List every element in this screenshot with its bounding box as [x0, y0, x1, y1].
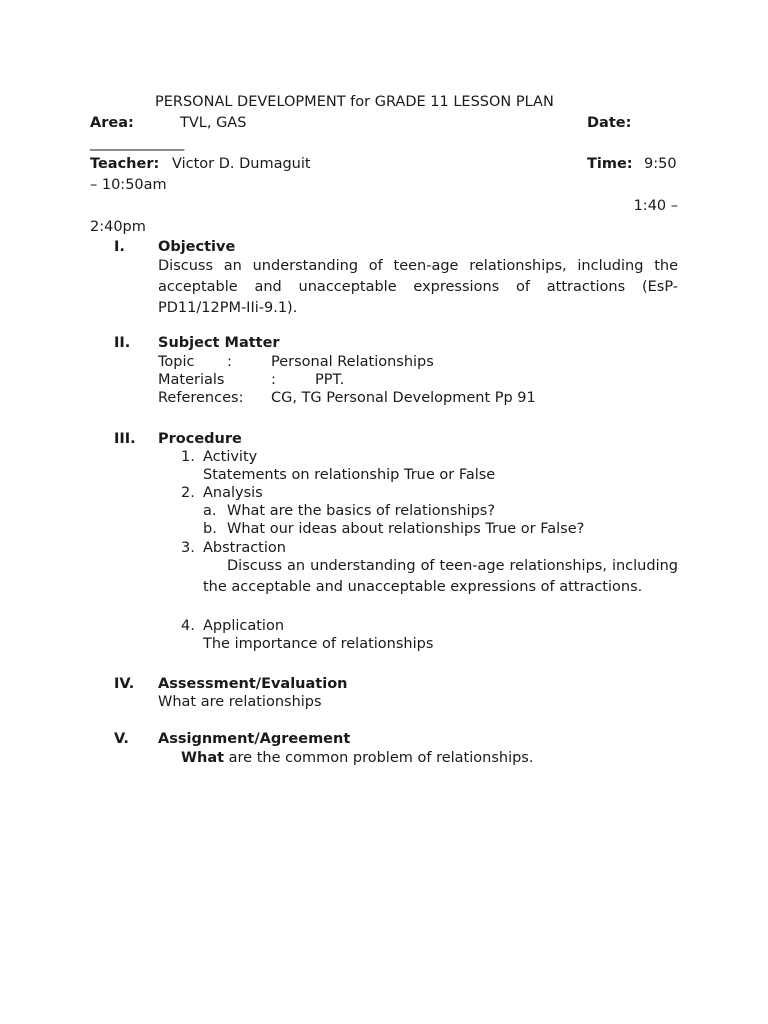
- step-activity-title: Activity: [203, 449, 258, 465]
- teacher-value: Victor D. Dumaguit: [172, 156, 311, 172]
- step-application-text: The importance of relationships: [203, 636, 434, 652]
- step-number: 2.: [181, 485, 195, 501]
- sub-item-letter: a.: [203, 503, 217, 519]
- materials-label: Materials: [158, 372, 225, 388]
- references-value: CG, TG Personal Development Pp 91: [271, 390, 536, 406]
- step-abstraction-title: Abstraction: [203, 540, 286, 556]
- section-numeral: I.: [114, 239, 125, 255]
- section-numeral: IV.: [114, 676, 135, 692]
- date-blank: _____________: [90, 135, 185, 151]
- page-title: PERSONAL DEVELOPMENT for GRADE 11 LESSON PLAN: [155, 94, 554, 110]
- assignment-text: [181, 748, 533, 768]
- subject-matter-heading: Subject Matter: [158, 335, 280, 351]
- step-application-title: Application: [203, 618, 285, 634]
- time-value-2-end: 2:40pm: [90, 219, 146, 235]
- date-label: Date:: [587, 115, 632, 131]
- analysis-item-b: What our ideas about relationships True or False?: [227, 521, 585, 537]
- sub-item-letter: b.: [203, 521, 217, 537]
- procedure-heading: Procedure: [158, 431, 242, 447]
- step-analysis-title: Analysis: [203, 485, 263, 501]
- assignment-rest: are the common problem of relationships.: [224, 750, 534, 766]
- references-label: References:: [158, 390, 244, 406]
- topic-value: Personal Relationships: [271, 354, 434, 370]
- step-abstraction-text: Discuss an understanding of teen-age relationships, including the acceptable and unacceptable expressions of attractions.: [203, 558, 678, 595]
- assignment-bold-word: What: [181, 750, 225, 766]
- teacher-label: Teacher:: [90, 156, 160, 172]
- assessment-heading: Assessment/Evaluation: [158, 676, 348, 692]
- area-value: TVL, GAS: [180, 115, 247, 131]
- step-activity-text: Statements on relationship True or False: [203, 467, 496, 483]
- section-numeral: V.: [114, 731, 129, 747]
- time-value-start: 9:50: [644, 156, 677, 172]
- objective-heading: Objective: [158, 239, 236, 255]
- assessment-text: What are relationships: [158, 694, 322, 710]
- time-label: Time:: [587, 156, 633, 172]
- step-number: 1.: [181, 449, 195, 465]
- topic-colon: :: [227, 354, 232, 370]
- analysis-item-a: What are the basics of relationships?: [227, 503, 496, 519]
- section-numeral: II.: [114, 335, 131, 351]
- materials-value: PPT.: [315, 372, 345, 388]
- step-number: 3.: [181, 540, 195, 556]
- objective-text: Discuss an understanding of teen-age relationships, including the acceptable and unacceptable expressions of attractions (EsP-PD11/12PM-IIi-9.1).: [158, 258, 678, 316]
- topic-label: Topic: [158, 354, 195, 370]
- assignment-heading: Assignment/Agreement: [158, 731, 351, 747]
- materials-colon: :: [271, 372, 276, 388]
- step-number: 4.: [181, 618, 195, 634]
- time-value-end: – 10:50am: [90, 177, 167, 193]
- section-numeral: III.: [114, 431, 136, 447]
- time-value-2-start: 1:40 –: [633, 198, 678, 214]
- area-label: Area:: [90, 115, 134, 131]
